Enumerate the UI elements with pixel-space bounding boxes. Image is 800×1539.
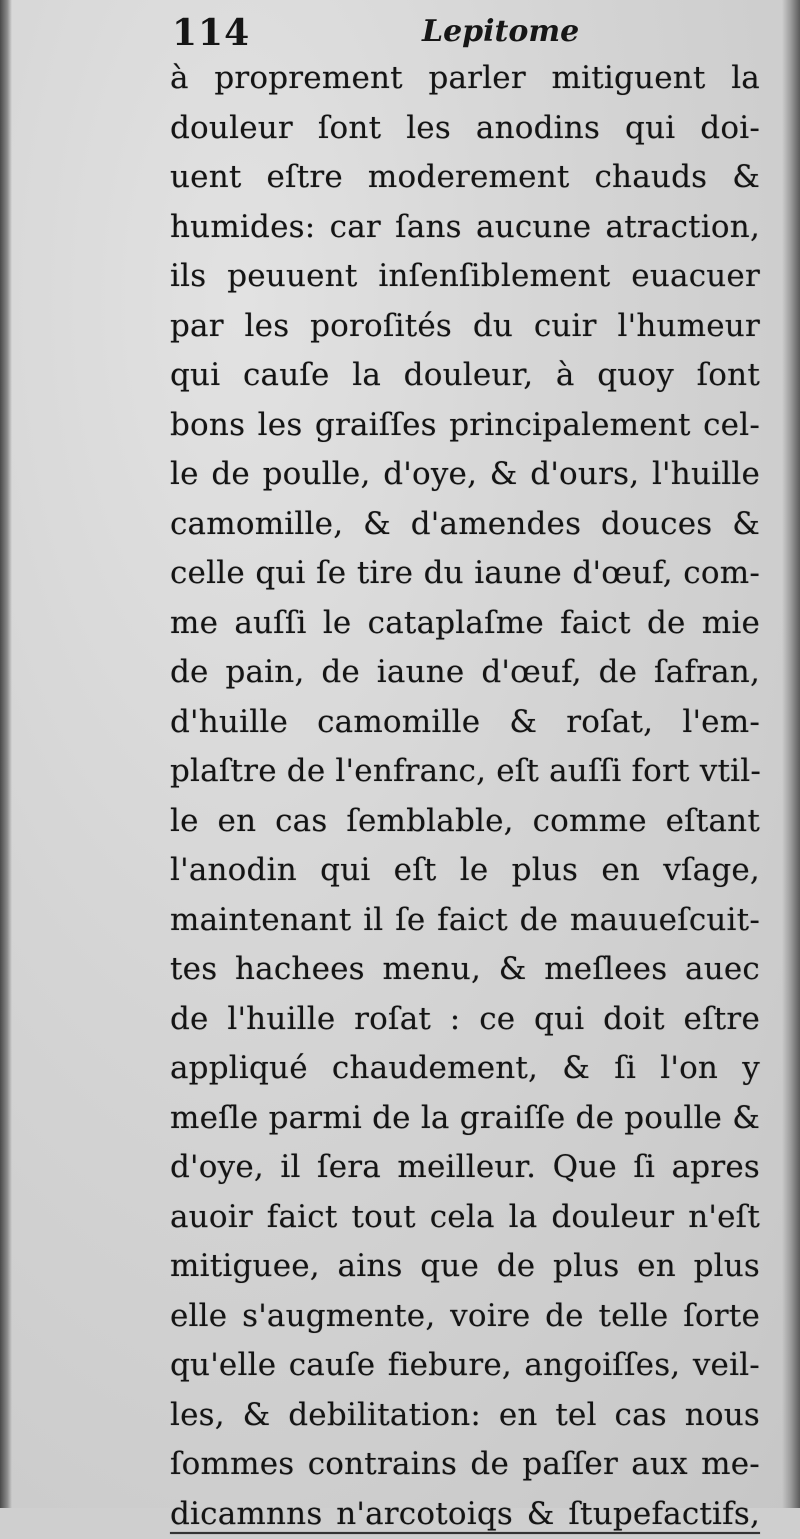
text-line: dicamnns n'arcotoiqs & ſtupefactifs,: [170, 1490, 760, 1539]
text-line: le en cas ſemblable, comme eſtant: [170, 797, 760, 847]
page-edge-shadow: [782, 0, 800, 1508]
text-line: uent eſtre moderement chauds &: [170, 153, 760, 203]
text-line: le de poulle, d'oye, & d'ours, l'huille: [170, 450, 760, 500]
text-line: humides: car ſans aucune atraction,: [170, 203, 760, 253]
text-line: meſle parmi de la graiſſe de poulle &: [170, 1094, 760, 1144]
body-text: [170, 54, 760, 1539]
text-line: d'oye, il ſera meilleur. Que ſi apres: [170, 1143, 760, 1193]
page-header: [172, 10, 772, 54]
text-line: maintenant il ſe faict de mauueſcuit-: [170, 896, 760, 946]
text-line: par les poroſités du cuir l'humeur: [170, 302, 760, 352]
text-line: d'huille camomille & roſat, l'em-: [170, 698, 760, 748]
text-line: plaſtre de l'enfranc, eſt auſſi fort vtil-: [170, 747, 760, 797]
text-line: les, & debilitation: en tel cas nous: [170, 1391, 760, 1441]
text-line: qu'elle cauſe fiebure, angoiſſes, veil-: [170, 1341, 760, 1391]
text-line: de pain, de iaune d'œuf, de ſafran,: [170, 648, 760, 698]
running-title: Lepitome: [422, 14, 579, 49]
text-line: tes hachees menu, & meſlees auec: [170, 945, 760, 995]
text-line: à proprement parler mitiguent la: [170, 54, 760, 104]
text-line: camomille, & d'amendes douces &: [170, 500, 760, 550]
text-line: qui cauſe la douleur, à quoy ſont: [170, 351, 760, 401]
text-line: mitiguee, ains que de plus en plus: [170, 1242, 760, 1292]
text-line: auoir faict tout cela la douleur n'eſt: [170, 1193, 760, 1243]
text-line: de l'huille roſat : ce qui doit eſtre: [170, 995, 760, 1045]
text-line: appliqué chaudement, & ſi l'on y: [170, 1044, 760, 1094]
text-line: ils peuuent inſenſiblement euacuer: [170, 252, 760, 302]
text-line: l'anodin qui eſt le plus en vſage,: [170, 846, 760, 896]
page-gutter-shadow: [0, 0, 12, 1508]
text-line: me auſſi le cataplaſme faict de mie: [170, 599, 760, 649]
text-line: ſommes contrains de paſſer aux me-: [170, 1440, 760, 1490]
text-line: bons les graiſſes principalement cel-: [170, 401, 760, 451]
text-line: elle s'augmente, voire de telle ſorte: [170, 1292, 760, 1342]
page-number: 114: [172, 12, 250, 54]
text-line: douleur ſont les anodins qui doi-: [170, 104, 760, 154]
text-line: celle qui ſe tire du iaune d'œuf, com-: [170, 549, 760, 599]
